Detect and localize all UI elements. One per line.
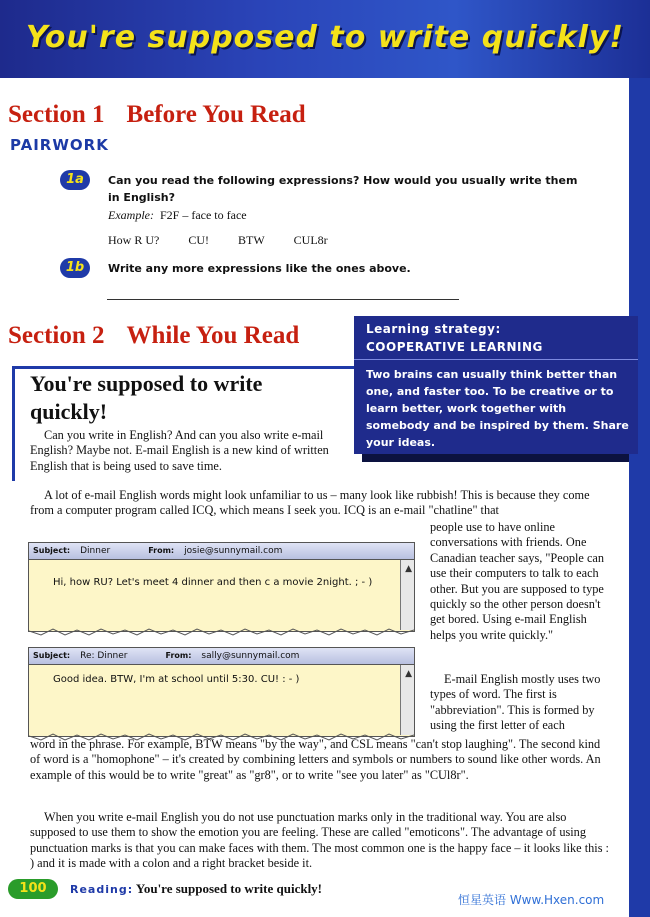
strategy-subheading: COOPERATIVE LEARNING bbox=[366, 340, 543, 354]
section1-number: Section 1 bbox=[8, 101, 105, 128]
email-window-1 bbox=[28, 542, 415, 632]
footer-label: Reading: bbox=[70, 883, 134, 896]
reading-title: You're supposed to write quickly! bbox=[30, 371, 263, 424]
task-1a-instruction: Can you read the following expressions? How would you usually write them in English? bbox=[108, 174, 578, 204]
section2-number: Section 2 bbox=[8, 322, 105, 349]
page-title: You're supposed to write quickly! bbox=[25, 20, 625, 55]
subject-label: Subject: bbox=[33, 651, 71, 660]
from-value: sally@sunnymail.com bbox=[201, 651, 300, 661]
strategy-divider bbox=[354, 359, 638, 360]
from-label: From: bbox=[165, 651, 192, 660]
example-label: Example: bbox=[108, 208, 154, 222]
strategy-body: Two brains can usually think better than one, and faster too. To be creative or to learn better, work together with somebody and be inspired by them. Share your ideas. bbox=[366, 368, 629, 449]
section1-title: Before You Read bbox=[126, 101, 306, 128]
torn-edge bbox=[29, 627, 414, 637]
scroll-up-icon[interactable]: ▲ bbox=[405, 669, 412, 679]
expression-item: BTW bbox=[238, 233, 265, 247]
paragraph-4: When you write e-mail English you do not use punctuation marks only in the traditional way. You are also supposed to use them to show the emotion you are feeling. These are called "emoticons". The advantage of using punctuation marks is that you can make faces with them. The most common one is the happy face – it looks like this : ) and it is made with a colon and a right bracket beside it. bbox=[30, 810, 609, 871]
side-bar bbox=[629, 78, 650, 917]
from-label: From: bbox=[148, 546, 175, 555]
answer-line[interactable] bbox=[107, 299, 459, 300]
email-window-2 bbox=[28, 647, 415, 737]
task-1b-instruction: Write any more expressions like the ones above. bbox=[108, 262, 411, 275]
expression-item: CU! bbox=[188, 233, 209, 247]
subject-label: Subject: bbox=[33, 546, 71, 555]
from-value: josie@sunnymail.com bbox=[184, 546, 283, 556]
expression-item: CUL8r bbox=[293, 233, 328, 247]
example-text: F2F – face to face bbox=[159, 208, 247, 222]
paragraph-2-continued: people use to have online conversations with friends. One Canadian teacher says, "People can use their computers to talk to each other. But you are supposed to type quickly so the other person doesn't get bored. Using e-mail English helps you write quickly." bbox=[430, 520, 605, 642]
paragraph-1: Can you write in English? And can you also write e-mail English? Maybe not. E-mail English is a new kind of written English that is being used to save time. bbox=[30, 428, 329, 473]
learning-strategy-box bbox=[354, 316, 638, 454]
section2-title: While You Read bbox=[126, 322, 300, 349]
example-line bbox=[108, 208, 247, 223]
email-message: Hi, how RU? Let's meet 4 dinner and then c a movie 2night. ; - ) bbox=[53, 577, 373, 588]
paragraph-3-continued: word in the phrase. For example, BTW means "by the way", and CSL means "can't stop laughing". The second kind of word is a "homophone" – it's created by combining letters and symbols or numbers to sound like other words. An example of this would be to write "great" as "gr8", or to write "see you later" as "CUl8r". bbox=[30, 737, 601, 782]
pairwork-label: PAIRWORK bbox=[10, 136, 109, 154]
footer-heading: You're supposed to write quickly! bbox=[135, 881, 323, 896]
task-1a-badge: 1a bbox=[60, 170, 90, 190]
email-header bbox=[29, 648, 414, 665]
watermark: 恒星英语 Www.Hxen.com bbox=[458, 893, 605, 907]
subject-value: Dinner bbox=[80, 546, 111, 556]
paragraph-2: A lot of e-mail English words might look unfamiliar to us – many look like rubbish! This is because they come from a computer program called ICQ, which means I seek you. ICQ is an e-mail "chatline" that bbox=[30, 488, 590, 518]
email-message: Good idea. BTW, I'm at school until 5:30. CU! : - ) bbox=[53, 674, 300, 685]
email-header bbox=[29, 543, 414, 560]
expression-item: How R U? bbox=[108, 233, 160, 247]
expression-list bbox=[108, 233, 354, 248]
section2-heading bbox=[8, 322, 299, 350]
footer-title bbox=[70, 881, 322, 897]
paragraph-3: E-mail English mostly uses two types of word. The first is "abbreviation". This is formed by using the first letter of each bbox=[430, 672, 601, 733]
page-number: 100 bbox=[8, 879, 58, 899]
subject-value: Re: Dinner bbox=[80, 651, 128, 661]
section1-heading bbox=[8, 101, 306, 129]
title-banner bbox=[0, 0, 650, 78]
task-1b-badge: 1b bbox=[60, 258, 90, 278]
scroll-up-icon[interactable]: ▲ bbox=[405, 564, 412, 574]
strategy-heading: Learning strategy: bbox=[366, 322, 501, 336]
